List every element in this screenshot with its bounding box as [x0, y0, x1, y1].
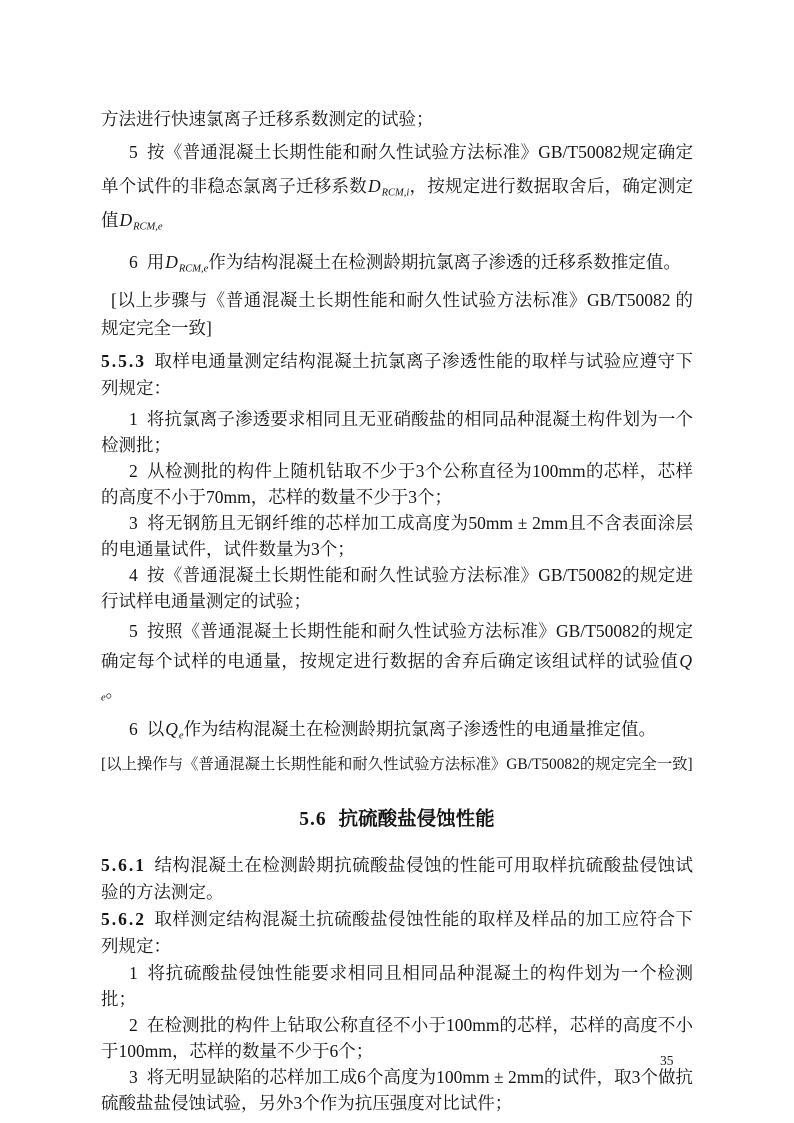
formula-subscript: RCM,e — [133, 221, 163, 233]
section-number: 5.6 — [299, 809, 327, 830]
text-run: 方法进行快速氯离子迁移系数测定的试验； — [101, 109, 434, 129]
item-number: 6 — [129, 252, 138, 272]
paragraph-continuation — [101, 106, 693, 133]
list-item — [101, 406, 693, 458]
clause-number: 5.6.1 — [101, 855, 146, 875]
list-item — [101, 562, 693, 614]
item-number: 5 — [129, 142, 138, 162]
text-run: 结构混凝土在检测龄期抗硫酸盐侵蚀的性能可用取样抗硫酸盐侵蚀试验的方法测定。 — [101, 855, 693, 902]
clause-number: 5.6.2 — [101, 909, 146, 929]
text-run: [以上步骤与《普通混凝土长期性能和耐久性试验方法标准》GB/T50082 的规定完全一致] — [101, 290, 693, 338]
item-number: 3 — [129, 1067, 138, 1087]
formula-variable: D — [367, 176, 381, 196]
text-run: 从检测批的构件上随机钻取不少于3个公称直径为100mm的芯样，芯样的高度不小于70mm，芯样的数量不少于3个； — [101, 461, 693, 507]
text-run: 抗硫酸盐侵蚀性能 — [338, 809, 495, 830]
text-run: 将无明显缺陷的芯样加工成6个高度为100mm ± 2mm的试件，取3个做抗硫酸盐盐侵蚀试验，另外3个作为抗压强度对比试件； — [101, 1067, 693, 1113]
list-item — [101, 716, 693, 743]
formula-variable: Q — [679, 651, 692, 671]
text-run: 按照《普通混凝土长期性能和耐久性试验方法标准》GB/T50082的规定确定每个试样的电通量，按规定进行数据的舍弃后确定该组试样的试验值 — [101, 621, 693, 671]
text-run: ，按规定进行数据取舍后，确定测定值 — [101, 176, 694, 230]
text-run: 将抗硫酸盐侵蚀性能要求相同且相同品种混凝土的构件划为一个检测批； — [101, 963, 693, 1009]
text-run: [以上操作与《普通混凝土长期性能和耐久性试验方法标准》GB/T50082的规定完全一致] — [101, 756, 693, 773]
item-number: 5 — [129, 621, 138, 641]
formula-subscript: RCM,e — [178, 263, 209, 275]
item-number: 1 — [129, 409, 138, 429]
text-run: 取样电通量测定结构混凝土抗氯离子渗透性能的取样与试验应遵守下列规定： — [101, 351, 693, 398]
list-item — [101, 458, 693, 510]
list-item — [101, 1012, 693, 1064]
clause-paragraph — [101, 906, 693, 960]
text-run: 。 — [105, 681, 124, 701]
clause-number: 5.5.3 — [101, 351, 146, 371]
item-number: 2 — [129, 1015, 138, 1035]
text-run: 取样测定结构混凝土抗硫酸盐侵蚀性能的取样及样品的加工应符合下列规定： — [101, 909, 693, 956]
list-item — [101, 249, 693, 276]
text-run: 作为结构混凝土在检测龄期抗氯离子渗透的迁移系数推定值。 — [208, 252, 681, 272]
text-run: 以 — [146, 719, 165, 739]
bracket-note — [101, 286, 693, 342]
formula-variable: D — [119, 210, 133, 230]
text-run: 作为结构混凝土在检测龄期抗氯离子渗透性的电通量推定值。 — [183, 719, 657, 739]
list-item — [101, 960, 693, 1012]
text-run: 按《普通混凝土长期性能和耐久性试验方法标准》GB/T50082规定确定单个试件的非稳态氯离子迁移系数 — [101, 142, 693, 196]
text-run: 将抗氯离子渗透要求相同且无亚硝酸盐的相同品种混凝土构件划为一个检测批； — [101, 409, 693, 455]
text-run: 用 — [146, 252, 165, 272]
formula-subscript: e — [178, 730, 184, 742]
document-body — [101, 106, 693, 1116]
text-run: 按《普通混凝土长期性能和耐久性试验方法标准》GB/T50082的规定进行试样电通量测定的试验； — [101, 565, 693, 611]
list-item — [101, 510, 693, 562]
item-number: 6 — [129, 719, 138, 739]
clause-paragraph — [101, 348, 693, 402]
page-number: 35 — [660, 1053, 674, 1068]
bracket-note — [101, 753, 693, 777]
list-item — [101, 1064, 693, 1116]
formula-subscript: e — [101, 692, 106, 704]
item-number: 4 — [129, 565, 138, 585]
text-run: 将无钢筋且无钢纤维的芯样加工成高度为50mm ± 2mm且不含表面涂层的电通量试件，试件数量为3个； — [101, 513, 693, 559]
list-item — [101, 616, 693, 706]
formula-variable: Q — [165, 719, 178, 739]
item-number: 2 — [129, 461, 138, 481]
formula-variable: D — [165, 252, 178, 272]
list-item — [101, 135, 693, 237]
text-run: 在检测批的构件上钻取公称直径不小于100mm的芯样，芯样的高度不小于100mm，芯样的数量不少于6个； — [101, 1015, 693, 1061]
section-heading — [101, 807, 693, 833]
formula-subscript: RCM,i — [381, 187, 410, 199]
item-number: 1 — [129, 963, 138, 983]
item-number: 3 — [129, 513, 138, 533]
clause-paragraph — [101, 852, 693, 906]
